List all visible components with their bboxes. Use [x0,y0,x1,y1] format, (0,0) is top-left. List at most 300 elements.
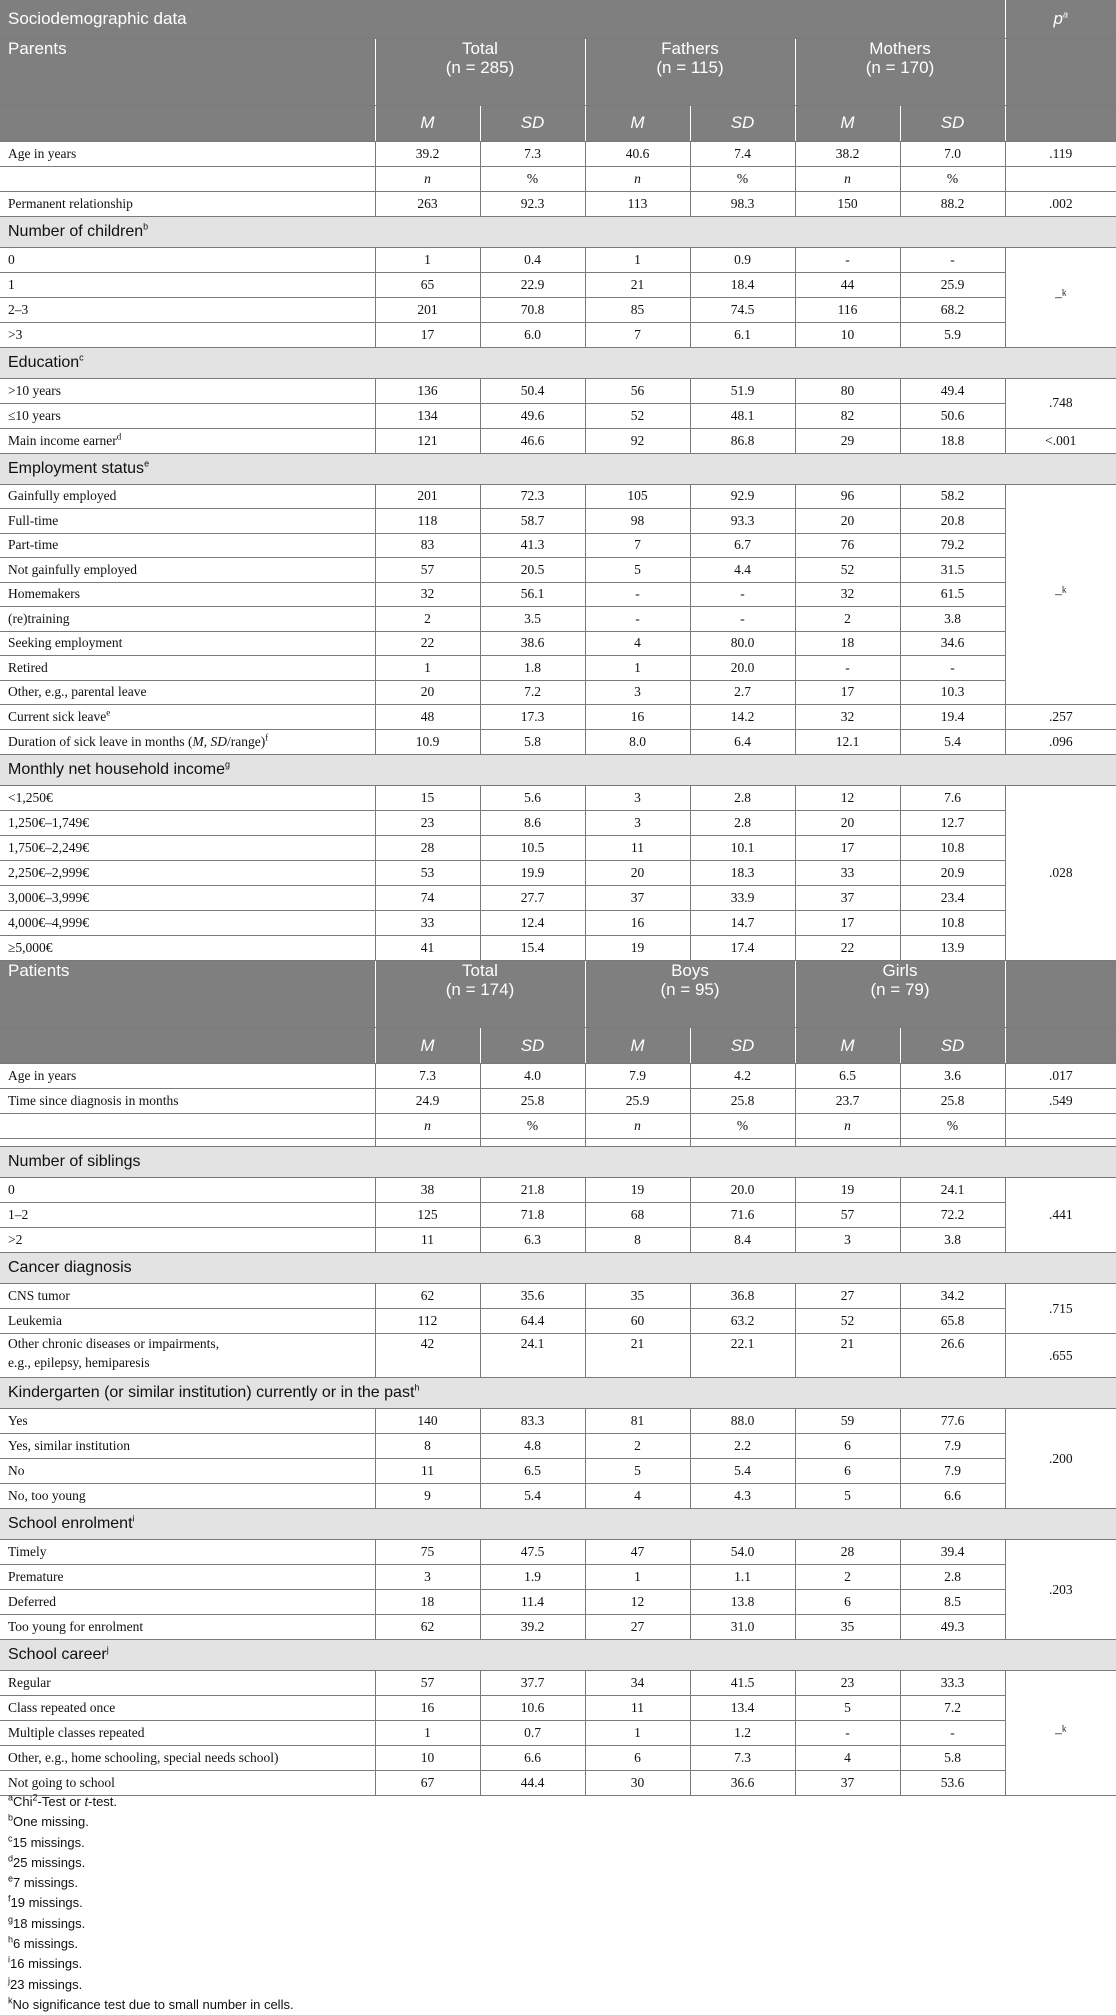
value-cell: 27 [795,1284,900,1309]
superscript: h [8,1934,14,1945]
value-cell: 19.9 [480,861,585,886]
superscript: e [8,1873,14,1884]
label-part: Duration of sick leave in months ( [8,734,193,749]
value-cell: 5.8 [900,1746,1005,1771]
value-cell: 6 [795,1434,900,1459]
value-cell: 7.6 [900,786,1005,811]
group-n: (n = 79) [870,980,930,999]
group-n: (n = 285) [445,57,515,77]
footnote-text: Chi [13,1794,33,1809]
value-cell: 201 [375,297,480,322]
row-label: Not gainfully employed [0,558,375,583]
value-cell: 6.4 [690,730,795,755]
value-cell: 34 [585,1671,690,1696]
value-cell: 12.1 [795,730,900,755]
row-label: Premature [0,1565,375,1590]
value-cell: 13.4 [690,1696,795,1721]
value-cell: 22 [375,631,480,656]
value-cell: 7.3 [690,1746,795,1771]
value-cell: 7.9 [900,1459,1005,1484]
blank [0,166,375,191]
row-label [0,191,375,216]
value-cell: 13.8 [690,1590,795,1615]
row-label-text: Permanent relationship [8,195,133,211]
value-cell: - [690,582,795,607]
table-row [0,786,1116,811]
value-cell: 20 [375,680,480,705]
value-cell: 25.9 [900,272,1005,297]
value-cell: 2 [375,607,480,632]
value-cell: 23.7 [795,1089,900,1114]
group-name: Total [462,961,498,980]
value-cell: 54.0 [690,1540,795,1565]
value-cell: 22 [795,936,900,961]
value-cell: 6.6 [480,1746,585,1771]
group-header [375,38,585,105]
mean-header: M [585,1028,690,1064]
row-label: Timely [0,1540,375,1565]
value-cell: 1 [585,1565,690,1590]
superscript: b [143,221,149,232]
value-cell: 40.6 [585,141,690,166]
p-text: .441 [1048,1207,1073,1222]
value-cell: 10 [795,322,900,347]
value-cell: 22.1 [690,1334,795,1378]
value-cell: 56 [585,378,690,403]
value-cell: 56.1 [480,582,585,607]
value-cell: 8.5 [900,1590,1005,1615]
value-cell: 49.4 [900,378,1005,403]
value-cell: 3.8 [900,1228,1005,1253]
row-label-text: Age in years [8,145,77,161]
patients-label: Patients [0,961,375,1028]
value-cell: - [900,656,1005,681]
value-cell: 7.3 [480,141,585,166]
value-cell: 1 [375,1721,480,1746]
row-label: No, too young [0,1484,375,1509]
table-row [0,191,1116,216]
value-cell: 16 [585,705,690,730]
table-row [0,1253,1116,1284]
row-label: >10 years [0,378,375,403]
group-name: Fathers [661,38,719,58]
value-cell: - [585,607,690,632]
value-cell: 140 [375,1409,480,1434]
table-row [0,861,1116,886]
value-cell: 5 [585,1459,690,1484]
spacer [0,1139,375,1147]
value-cell: 37 [795,886,900,911]
value-cell: 36.8 [690,1284,795,1309]
value-cell: 57 [795,1203,900,1228]
section-label: School career [8,1646,107,1663]
footnote-text: 23 missings. [10,1976,83,1992]
value-cell: 17.4 [690,936,795,961]
value-cell: 41 [375,936,480,961]
value-cell: 14.2 [690,705,795,730]
spacer [480,1139,585,1147]
p-blank [1005,166,1116,191]
value-cell: 5 [795,1696,900,1721]
value-cell: 116 [795,297,900,322]
p-text: – [1055,586,1062,602]
group-name: Girls [882,961,918,980]
value-cell: 6.5 [795,1064,900,1089]
value-cell: 22.9 [480,272,585,297]
row-label: 1–2 [0,1203,375,1228]
row-label: 2,250€–2,999€ [0,861,375,886]
row-label-text: Time since diagnosis in months [8,1093,179,1108]
value-cell: 18.4 [690,272,795,297]
row-label: Leukemia [0,1309,375,1334]
p-text: – [1055,1725,1062,1740]
value-cell: 1.8 [480,656,585,681]
sd-header: SD [690,1028,795,1064]
value-cell: 25.8 [480,1089,585,1114]
value-cell: 5.9 [900,322,1005,347]
p-text: .203 [1048,1581,1073,1597]
table-row [0,1590,1116,1615]
table-row [0,1434,1116,1459]
value-cell: 263 [375,191,480,216]
group-header [585,38,795,105]
value-cell: 5.4 [480,1484,585,1509]
value-cell: 20.9 [900,861,1005,886]
value-cell: 35 [585,1284,690,1309]
value-cell: 7 [585,533,690,558]
label-part: /range) [226,734,266,749]
value-cell: 82 [795,403,900,428]
value-cell: 13.9 [900,936,1005,961]
value-cell: 47.5 [480,1540,585,1565]
table-row [0,631,1116,656]
table-row [0,656,1116,681]
value-cell: 83 [375,533,480,558]
table-row [0,1696,1116,1721]
value-cell: 1 [585,1721,690,1746]
value-cell: 16 [585,911,690,936]
superscript: h [414,1382,420,1393]
row-label: 0 [0,1178,375,1203]
row-label: Retired [0,656,375,681]
row-label [0,1064,375,1089]
value-cell: 2.7 [690,680,795,705]
value-cell: 72.2 [900,1203,1005,1228]
value-cell: 4.8 [480,1434,585,1459]
table-row [0,1114,1116,1139]
value-cell: 20.5 [480,558,585,583]
value-cell: 32 [795,582,900,607]
row-label: Full-time [0,509,375,534]
table-row [0,1509,1116,1540]
value-cell: 125 [375,1203,480,1228]
value-cell: 53 [375,861,480,886]
value-cell: 3 [585,680,690,705]
table-row [0,680,1116,705]
footnotes [8,1792,294,2015]
value-cell: 3 [585,811,690,836]
p-value: .257 [1005,705,1116,730]
value-cell: 11 [585,1696,690,1721]
value-cell: 80.0 [690,631,795,656]
value-cell: 50.6 [900,403,1005,428]
p-blank [1005,961,1116,1028]
section-header [0,1253,1116,1284]
value-cell: 2.8 [690,811,795,836]
table-row [0,247,1116,272]
value-cell: 27.7 [480,886,585,911]
superscript: j [106,1644,109,1655]
p-value [1005,378,1116,428]
row-label: No [0,1459,375,1484]
value-cell: 20 [795,811,900,836]
value-cell: 21 [585,272,690,297]
value-cell: 7.9 [900,1434,1005,1459]
superscript: f [265,732,269,743]
value-cell: 24.1 [480,1334,585,1378]
superscript: g [8,1914,14,1925]
group-n: (n = 95) [660,980,720,999]
table-row [0,886,1116,911]
percent-header: % [480,166,585,191]
section-header [0,755,1116,786]
p-value: .549 [1005,1089,1116,1114]
value-cell: 0.4 [480,247,585,272]
value-cell: 17.3 [480,705,585,730]
row-label: Other, e.g., parental leave [0,680,375,705]
section-header [0,1378,1116,1409]
superscript: i [132,1513,135,1524]
table-title: Sociodemographic data [0,0,1005,38]
p-value: <.001 [1005,428,1116,453]
spacer [900,1139,1005,1147]
table-row [0,1178,1116,1203]
p-value [1005,786,1116,961]
value-cell: 25.9 [585,1089,690,1114]
percent-header: % [690,1114,795,1139]
row-label: ≤10 years [0,403,375,428]
section-label: Education [8,353,80,371]
value-cell: 53.6 [900,1771,1005,1796]
value-cell: 72.3 [480,484,585,509]
value-cell: 65.8 [900,1309,1005,1334]
row-label: Class repeated once [0,1696,375,1721]
value-cell: 88.2 [900,191,1005,216]
value-cell: 6 [585,1746,690,1771]
value-cell: 20 [585,861,690,886]
value-cell: 75 [375,1540,480,1565]
row-label: Regular [0,1671,375,1696]
group-name: Boys [671,961,709,980]
value-cell: 71.8 [480,1203,585,1228]
value-cell: 98 [585,509,690,534]
table-row [0,38,1116,105]
value-cell: 27 [585,1615,690,1640]
p-text: .200 [1048,1450,1073,1466]
value-cell: 17 [375,322,480,347]
table-row [0,1228,1116,1253]
footnote [8,1792,294,1812]
footnote [8,1893,294,1913]
value-cell: 10 [375,1746,480,1771]
footnote [8,1853,294,1873]
p-value [1005,1540,1116,1640]
value-cell: 92.3 [480,191,585,216]
row-label: 2–3 [0,297,375,322]
value-cell: 3.8 [900,607,1005,632]
label-part: SD [210,734,227,749]
value-cell: 6 [795,1590,900,1615]
table-row [0,1089,1116,1114]
footnote [8,1934,294,1954]
value-cell: 35 [795,1615,900,1640]
section-header [0,1509,1116,1540]
value-cell: 5 [795,1484,900,1509]
footnote-text: -test. [88,1794,118,1809]
p-text: .028 [1048,865,1073,880]
value-cell: 80 [795,378,900,403]
value-cell: 112 [375,1309,480,1334]
value-cell: 34.6 [900,631,1005,656]
table-row [0,1203,1116,1228]
value-cell: 5 [585,558,690,583]
table-row [0,1671,1116,1696]
table-row [0,1147,1116,1178]
value-cell: 33.3 [900,1671,1005,1696]
superscript: g [225,759,231,770]
value-cell: 67 [375,1771,480,1796]
table-row [0,1565,1116,1590]
value-cell: 5.4 [690,1459,795,1484]
group-header [795,38,1005,105]
row-label: CNS tumor [0,1284,375,1309]
blank [0,1114,375,1139]
value-cell: 41.5 [690,1671,795,1696]
value-cell: 19 [585,1178,690,1203]
section-label: Cancer diagnosis [8,1259,132,1276]
sd-header: SD [480,1028,585,1064]
footnote [8,1833,294,1853]
value-cell: 48 [375,705,480,730]
value-cell: 39.2 [375,141,480,166]
superscript: a [8,1792,14,1803]
value-cell: 20.0 [690,1178,795,1203]
p-blank [1005,38,1116,105]
value-cell: 18.8 [900,428,1005,453]
value-cell: 0.9 [690,247,795,272]
table-row [0,403,1116,428]
superscript: e [106,707,111,718]
value-cell: 25.8 [900,1089,1005,1114]
value-cell: 25.8 [690,1089,795,1114]
table-row [0,1721,1116,1746]
value-cell: 118 [375,509,480,534]
value-cell: 1 [585,247,690,272]
value-cell: 18 [375,1590,480,1615]
row-label: ≥5,000€ [0,936,375,961]
value-cell: 38.2 [795,141,900,166]
value-cell: 37 [585,886,690,911]
value-cell: 105 [585,484,690,509]
n-header: n [375,1114,480,1139]
superscript: b [8,1812,14,1823]
footnote-text: 15 missings. [12,1834,85,1850]
value-cell: 93.3 [690,509,795,534]
table-row [0,0,1116,38]
value-cell: 39.2 [480,1615,585,1640]
table-row [0,811,1116,836]
value-cell: 50.4 [480,378,585,403]
table-row [0,1746,1116,1771]
table-row [0,911,1116,936]
value-cell: 10.9 [375,730,480,755]
value-cell: 30 [585,1771,690,1796]
value-cell: 2.8 [690,786,795,811]
value-cell: 8.0 [585,730,690,755]
value-cell: 86.8 [690,428,795,453]
superscript: j [8,1975,10,1986]
value-cell: 98.3 [690,191,795,216]
table-row [0,755,1116,786]
percent-header: % [480,1114,585,1139]
value-cell: 61.5 [900,582,1005,607]
value-cell: 4.3 [690,1484,795,1509]
row-label: Seeking employment [0,631,375,656]
value-cell: 62 [375,1284,480,1309]
value-cell: 34.2 [900,1284,1005,1309]
row-label: Other, e.g., home schooling, special needs school) [0,1746,375,1771]
value-cell: 4.4 [690,558,795,583]
value-cell: 92 [585,428,690,453]
table-row [0,141,1116,166]
value-cell: 64.4 [480,1309,585,1334]
table-row [0,1139,1116,1147]
p-value: .002 [1005,191,1116,216]
value-cell: 41.3 [480,533,585,558]
value-cell: 32 [375,582,480,607]
value-cell: - [690,607,795,632]
table-row [0,297,1116,322]
value-cell: 6 [795,1459,900,1484]
value-cell: 33.9 [690,886,795,911]
value-cell: 28 [795,1540,900,1565]
row-label [0,141,375,166]
value-cell: 4.0 [480,1064,585,1089]
value-cell: 15.4 [480,936,585,961]
value-cell: 36.6 [690,1771,795,1796]
table-row [0,558,1116,583]
spacer [795,1139,900,1147]
blank [0,1028,375,1064]
value-cell: 7.2 [900,1696,1005,1721]
table-row [0,836,1116,861]
value-cell: 28 [375,836,480,861]
group-header [795,961,1005,1028]
value-cell: 4 [585,631,690,656]
value-cell: 14.7 [690,911,795,936]
value-cell: 79.2 [900,533,1005,558]
table-row [0,705,1116,730]
value-cell: 113 [585,191,690,216]
value-cell: 44.4 [480,1771,585,1796]
value-cell: 23.4 [900,886,1005,911]
row-label [0,1334,375,1378]
table-row [0,378,1116,403]
p-value [1005,1671,1116,1796]
group-header [585,961,795,1028]
value-cell: 21.8 [480,1178,585,1203]
row-label: >3 [0,322,375,347]
